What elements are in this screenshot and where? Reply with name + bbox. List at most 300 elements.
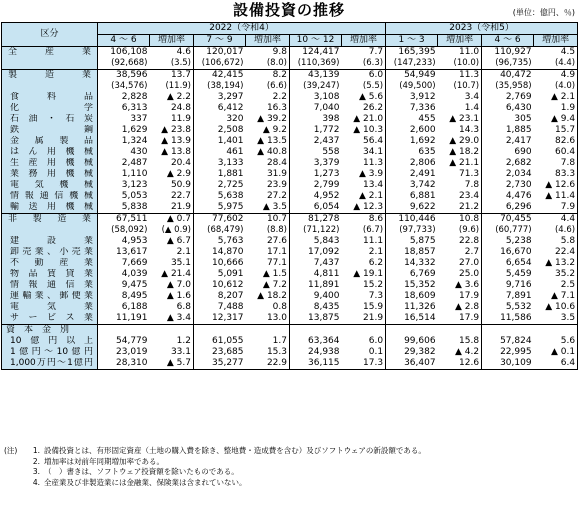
cell-growth-rate: [246, 325, 290, 337]
cell-growth-rate: ▲ 18.2: [449, 147, 480, 157]
note-number: 4.: [32, 477, 40, 487]
cell-value: 305: [482, 114, 534, 125]
cell-value: 40,472: [482, 70, 534, 82]
cell-growth-rate: 16.3: [266, 103, 287, 113]
cell-value: 11,891: [290, 280, 342, 291]
row-label: 建 設 業: [2, 236, 98, 247]
cell-value: [386, 325, 438, 337]
cell-value: 106,108: [98, 47, 150, 59]
cell-growth-rate: 8.6: [342, 214, 386, 226]
note-number: 3.: [32, 467, 40, 476]
cell-growth-rate: ▲ 19.1: [353, 269, 384, 279]
cell-value: 320: [194, 114, 246, 125]
cell-growth-rate: 26.2: [363, 103, 384, 113]
cell-growth-rate: ▲ 13.2: [534, 258, 578, 269]
cell-value: 29,382: [386, 347, 438, 358]
cell-value: 8,495: [98, 291, 150, 302]
row-label: [2, 81, 98, 92]
cell-value: 9,400: [290, 291, 342, 302]
row-label: 食 料 品: [2, 92, 98, 103]
cell-value: 42,415: [194, 70, 246, 82]
cell-value: 15,352: [386, 280, 438, 291]
cell-growth-rate: (10.7): [453, 81, 480, 91]
cell-value: 43,139: [290, 70, 342, 82]
cell-value: 36,115: [290, 358, 342, 370]
table-row: [2, 191, 578, 202]
cell-value: 2,487: [98, 158, 150, 169]
header-period: 4 ～ 6: [98, 35, 150, 47]
cell-value: 57,824: [482, 336, 534, 347]
cell-growth-rate: 15.9: [363, 302, 384, 312]
cell-growth-rate: ▲ 5.7: [166, 358, 191, 368]
cell-value: 1,881: [194, 169, 246, 180]
cell-growth-rate: 60.4: [534, 147, 578, 158]
cell-value: 7,437: [290, 258, 342, 269]
cell-value: 36,407: [386, 358, 438, 370]
cell-growth-rate: ▲ 7.0: [166, 280, 191, 290]
table-row: [2, 92, 578, 103]
cell-value: 7,336: [386, 103, 438, 114]
cell-growth-rate: 1.4: [464, 103, 480, 113]
cell-value: 2,725: [194, 180, 246, 191]
cell-value: 3,742: [386, 180, 438, 191]
cell-growth-rate: ▲ 7.2: [262, 280, 287, 290]
row-label: 10億円以上: [2, 336, 98, 347]
notes: [4, 446, 426, 488]
cell-growth-rate: (▲ 0.9): [161, 225, 191, 235]
cell-value: 455: [386, 114, 438, 125]
cell-growth-rate: 27.2: [266, 191, 287, 201]
cell-growth-rate: 7.8: [464, 180, 480, 190]
cell-growth-rate: 8.2: [246, 70, 290, 82]
cell-value: 5,838: [98, 202, 150, 214]
unit-label: (単位：億円、％): [512, 8, 575, 17]
cell-growth-rate: (5.5): [362, 81, 384, 91]
cell-growth-rate: [342, 325, 386, 337]
cell-growth-rate: 6.0: [368, 336, 384, 346]
cell-growth-rate: ▲ 2.1: [534, 92, 578, 103]
table-row: [2, 125, 578, 136]
cell-growth-rate: 22.9: [266, 358, 287, 368]
cell-value: 13,617: [98, 247, 150, 258]
cell-value: 165,395: [386, 47, 438, 59]
cell-growth-rate: ▲ 10.3: [353, 125, 384, 135]
note-text: 全産業及び非製造業には金融業、保険業は含まれていない。: [44, 477, 247, 487]
cell-growth-rate: 3.5: [534, 313, 578, 325]
cell-value: 61,055: [194, 336, 246, 347]
cell-growth-rate: 0.8: [272, 302, 287, 312]
cell-value: 5,532: [482, 302, 534, 313]
cell-value: 124,417: [290, 47, 342, 59]
cell-growth-rate: 15.3: [266, 347, 287, 357]
table-row: [2, 147, 578, 158]
cell-value: 5,053: [98, 191, 150, 202]
table-row: [2, 291, 578, 302]
table-row: [2, 280, 578, 291]
cell-value: 5,091: [194, 269, 246, 280]
cell-growth-rate: ▲ 11.4: [534, 191, 578, 202]
cell-value: 9,475: [98, 280, 150, 291]
cell-value: (58,092): [98, 225, 150, 236]
table-row: [2, 70, 578, 82]
row-label: 生産用機械: [2, 158, 98, 169]
header-year-2023: 2023（令和5）: [386, 23, 578, 35]
cell-value: (49,500): [386, 81, 438, 92]
cell-growth-rate: ▲ 12.6: [534, 180, 578, 191]
cell-growth-rate: ▲ 3.4: [166, 313, 191, 323]
cell-value: 2,034: [482, 169, 534, 180]
cell-growth-rate: 22.8: [459, 236, 480, 246]
table-row: [2, 103, 578, 114]
cell-growth-rate: 15.7: [534, 125, 578, 136]
row-label: サービス業: [2, 313, 98, 325]
row-label: 不 動 産 業: [2, 258, 98, 269]
note-text: 設備投資とは、有形固定資産（土地の購入費を除き、整地費・造成費を含む）及びソフトウェアの新設額である。: [44, 446, 426, 455]
page-title: 設備投資の推移: [232, 1, 345, 19]
cell-growth-rate: (4.4): [534, 58, 578, 70]
row-label: 鉄 鋼: [2, 125, 98, 136]
cell-value: 14,870: [194, 247, 246, 258]
cell-value: 635: [386, 147, 438, 158]
cell-value: 16,514: [386, 313, 438, 325]
cell-value: 4,952: [290, 191, 342, 202]
cell-value: 5,975: [194, 202, 246, 214]
capex-table: [1, 22, 578, 370]
note-number: 1.: [32, 446, 40, 455]
cell-value: 6,313: [98, 103, 150, 114]
cell-growth-rate: (8.0): [266, 58, 287, 68]
cell-growth-rate: 77.1: [266, 258, 287, 268]
cell-growth-rate: 24.8: [170, 103, 191, 113]
header-growth-rate: 増加率: [534, 35, 578, 47]
cell-value: 70,455: [482, 214, 534, 226]
note-text: （ ）書きは、ソフトウェア投資額を除いたものである。: [44, 467, 239, 476]
table-row: [2, 114, 578, 125]
cell-growth-rate: [534, 325, 578, 337]
cell-value: 7,488: [194, 302, 246, 313]
cell-value: [98, 325, 150, 337]
cell-growth-rate: 82.6: [534, 136, 578, 147]
row-label: 業務用機械: [2, 169, 98, 180]
cell-value: 4,476: [482, 191, 534, 202]
cell-growth-rate: 5.8: [534, 236, 578, 247]
cell-value: 28,310: [98, 358, 150, 370]
cell-growth-rate: ▲ 3.5: [262, 202, 287, 212]
cell-value: 11,326: [386, 302, 438, 313]
cell-growth-rate: 7.7: [342, 47, 386, 59]
cell-growth-rate: 11.3: [363, 158, 384, 168]
cell-value: 5,238: [482, 236, 534, 247]
cell-value: 30,109: [482, 358, 534, 370]
row-label: 電気機械: [2, 180, 98, 191]
cell-value: 2,806: [386, 158, 438, 169]
header-growth-rate: 増加率: [342, 35, 386, 47]
cell-value: (96,735): [482, 58, 534, 70]
cell-growth-rate: 50.9: [170, 180, 191, 190]
cell-value: (106,672): [194, 58, 246, 70]
cell-value: 18,609: [386, 291, 438, 302]
cell-value: 16,670: [482, 247, 534, 258]
cell-value: 81,278: [290, 214, 342, 226]
cell-growth-rate: 2.2: [272, 92, 287, 102]
cell-value: 12,317: [194, 313, 246, 325]
cell-value: 63,364: [290, 336, 342, 347]
cell-growth-rate: 7.8: [534, 158, 578, 169]
cell-value: 8,435: [290, 302, 342, 313]
cell-growth-rate: ▲ 13.5: [257, 136, 287, 146]
cell-value: 11,191: [98, 313, 150, 325]
cell-value: 4,811: [290, 269, 342, 280]
cell-growth-rate: (6.3): [362, 58, 384, 68]
cell-value: 6,412: [194, 103, 246, 114]
cell-value: 23,685: [194, 347, 246, 358]
header-year-2022: 2022（令和4）: [98, 23, 386, 35]
cell-growth-rate: 17.1: [266, 247, 287, 257]
cell-growth-rate: ▲ 2.1: [358, 191, 384, 201]
cell-value: 2,682: [482, 158, 534, 169]
header-period: 10 ～ 12: [290, 35, 342, 47]
cell-growth-rate: 2.1: [176, 247, 191, 257]
cell-growth-rate: [150, 325, 194, 337]
cell-growth-rate: 17.9: [459, 291, 480, 301]
cell-growth-rate: (10.0): [453, 58, 480, 68]
cell-growth-rate: ▲ 23.8: [161, 125, 191, 135]
cell-growth-rate: 20.4: [170, 158, 191, 168]
cell-value: 10,666: [194, 258, 246, 269]
row-label: 情報通信機械: [2, 191, 98, 202]
cell-value: 5,638: [194, 191, 246, 202]
cell-value: 9,716: [482, 280, 534, 291]
row-label: [2, 225, 98, 236]
cell-growth-rate: 33.1: [170, 347, 191, 357]
cell-growth-rate: [438, 325, 482, 337]
cell-growth-rate: 23.9: [266, 180, 287, 190]
cell-growth-rate: ▲ 18.2: [257, 291, 287, 301]
cell-value: 398: [290, 114, 342, 125]
cell-value: 11,586: [482, 313, 534, 325]
cell-growth-rate: ▲ 9.4: [534, 114, 578, 125]
cell-value: (147,233): [386, 58, 438, 70]
cell-value: 2,828: [98, 92, 150, 103]
cell-value: 558: [290, 147, 342, 158]
cell-value: (35,958): [482, 81, 534, 92]
header-growth-rate: 増加率: [246, 35, 290, 47]
table-row: [2, 313, 578, 325]
cell-value: 1,692: [386, 136, 438, 147]
row-label: 運輸業、郵便業: [2, 291, 98, 302]
cell-value: 6,296: [482, 202, 534, 214]
header-category: 区分: [2, 23, 98, 47]
cell-value: 1,324: [98, 136, 150, 147]
cell-growth-rate: 14.3: [459, 125, 480, 135]
table-row: [2, 336, 578, 347]
cell-growth-rate: 13.7: [150, 70, 194, 82]
cell-growth-rate: 13.0: [266, 313, 287, 323]
cell-value: 14,332: [386, 258, 438, 269]
cell-value: 1,273: [290, 169, 342, 180]
cell-value: 120,017: [194, 47, 246, 59]
cell-growth-rate: ▲ 29.0: [449, 136, 480, 146]
cell-value: (68,479): [194, 225, 246, 236]
cell-growth-rate: 7.9: [534, 202, 578, 214]
cell-value: 6,430: [482, 103, 534, 114]
cell-growth-rate: ▲ 1.6: [166, 291, 191, 301]
row-label: 電 気 業: [2, 302, 98, 313]
cell-value: 2,437: [290, 136, 342, 147]
cell-growth-rate: 6.0: [342, 70, 386, 82]
cell-value: (34,576): [98, 81, 150, 92]
cell-growth-rate: ▲ 0.7: [150, 214, 194, 226]
row-label: 石油・石炭: [2, 114, 98, 125]
cell-value: 2,769: [482, 92, 534, 103]
cell-growth-rate: 15.2: [363, 280, 384, 290]
cell-value: 54,949: [386, 70, 438, 82]
cell-value: (92,668): [98, 58, 150, 70]
cell-growth-rate: 4.6: [150, 47, 194, 59]
cell-growth-rate: 17.3: [363, 358, 384, 368]
row-label: 1億円～10億円: [2, 347, 98, 358]
cell-growth-rate: (6.7): [362, 225, 384, 235]
header-growth-rate: 増加率: [150, 35, 194, 47]
cell-growth-rate: 2.1: [368, 247, 384, 257]
cell-value: 1,629: [98, 125, 150, 136]
cell-growth-rate: 15.8: [459, 336, 480, 346]
cell-growth-rate: ▲ 7.1: [534, 291, 578, 302]
cell-growth-rate: 9.8: [246, 47, 290, 59]
table-row: [2, 247, 578, 258]
table-row: [2, 302, 578, 313]
table-row: [2, 47, 578, 59]
cell-value: 3,912: [386, 92, 438, 103]
cell-growth-rate: (3.5): [170, 58, 191, 68]
cell-value: 7,669: [98, 258, 150, 269]
cell-growth-rate: (4.6): [534, 225, 578, 236]
row-label: 情報通信業: [2, 280, 98, 291]
cell-growth-rate: 3.4: [464, 92, 480, 102]
cell-value: 1,885: [482, 125, 534, 136]
cell-value: 2,730: [482, 180, 534, 191]
notes-head: (注): [4, 446, 18, 455]
row-label: 輸送用機械: [2, 202, 98, 214]
cell-value: 99,606: [386, 336, 438, 347]
cell-growth-rate: ▲ 10.6: [534, 302, 578, 313]
cell-value: 18,857: [386, 247, 438, 258]
header-growth-rate: 増加率: [438, 35, 482, 47]
cell-growth-rate: ▲ 21.1: [449, 158, 480, 168]
cell-value: 5,459: [482, 269, 534, 280]
cell-value: 461: [194, 147, 246, 158]
cell-value: 7,891: [482, 291, 534, 302]
cell-growth-rate: (11.9): [165, 81, 191, 91]
cell-growth-rate: 22.7: [170, 191, 191, 201]
cell-value: 17,092: [290, 247, 342, 258]
cell-growth-rate: 6.2: [368, 258, 384, 268]
table-row: [2, 225, 578, 236]
row-label: 全 産 業: [2, 47, 98, 59]
cell-growth-rate: 7.3: [368, 291, 384, 301]
header-period: 1 ～ 3: [386, 35, 438, 47]
cell-growth-rate: (8.8): [266, 225, 287, 235]
cell-value: [290, 325, 342, 337]
note-text: 増加率は対前年同期増加率である。: [44, 456, 164, 466]
cell-growth-rate: 27.6: [266, 236, 287, 246]
cell-growth-rate: 31.9: [266, 169, 287, 179]
cell-value: 54,779: [98, 336, 150, 347]
cell-growth-rate: 4.5: [534, 47, 578, 59]
cell-value: 2,417: [482, 136, 534, 147]
table-row: [2, 58, 578, 70]
cell-value: 6,188: [98, 302, 150, 313]
row-label: 資本金別: [2, 325, 98, 337]
cell-growth-rate: 10.7: [246, 214, 290, 226]
cell-value: 77,602: [194, 214, 246, 226]
cell-growth-rate: ▲ 2.8: [454, 302, 480, 312]
note-number: 2.: [32, 456, 40, 466]
cell-value: 2,799: [290, 180, 342, 191]
cell-growth-rate: ▲ 21.0: [353, 114, 384, 124]
cell-value: 1,772: [290, 125, 342, 136]
cell-value: 430: [98, 147, 150, 158]
cell-growth-rate: 71.3: [459, 169, 480, 179]
cell-growth-rate: ▲ 12.3: [353, 202, 384, 212]
header-period: 4 ～ 6: [482, 35, 534, 47]
row-label: 非 製 造 業: [2, 214, 98, 226]
cell-value: 38,596: [98, 70, 150, 82]
cell-value: 2,508: [194, 125, 246, 136]
cell-growth-rate: 21.9: [363, 313, 384, 323]
cell-growth-rate: 1.2: [176, 336, 191, 346]
row-label: はん用機械: [2, 147, 98, 158]
cell-growth-rate: 10.8: [438, 214, 482, 226]
cell-value: (97,733): [386, 225, 438, 236]
cell-value: 3,379: [290, 158, 342, 169]
cell-growth-rate: ▲ 2.2: [166, 92, 191, 102]
row-label: [2, 58, 98, 70]
cell-value: (39,247): [290, 81, 342, 92]
cell-growth-rate: 83.3: [534, 169, 578, 180]
cell-growth-rate: 27.0: [459, 258, 480, 268]
cell-value: 4,039: [98, 269, 150, 280]
table-row: [2, 258, 578, 269]
cell-value: 2,600: [386, 125, 438, 136]
cell-growth-rate: ▲ 39.2: [257, 114, 287, 124]
cell-growth-rate: (9.6): [458, 225, 480, 235]
cell-growth-rate: 35.2: [534, 269, 578, 280]
cell-value: (110,369): [290, 58, 342, 70]
table-row: [2, 158, 578, 169]
cell-value: 7,040: [290, 103, 342, 114]
cell-value: 110,927: [482, 47, 534, 59]
cell-growth-rate: 56.4: [363, 136, 384, 146]
cell-growth-rate: ▲ 13.8: [161, 147, 191, 157]
cell-growth-rate: 17.9: [459, 313, 480, 323]
cell-growth-rate: 25.0: [459, 269, 480, 279]
cell-value: 1,401: [194, 136, 246, 147]
cell-value: 4,953: [98, 236, 150, 247]
cell-value: 5,843: [290, 236, 342, 247]
table-row: [2, 136, 578, 147]
row-label: 製 造 業: [2, 70, 98, 82]
cell-growth-rate: 6.8: [176, 302, 191, 312]
cell-value: 3,297: [194, 92, 246, 103]
cell-growth-rate: 1.7: [272, 336, 287, 346]
table-row: [2, 269, 578, 280]
cell-value: [482, 325, 534, 337]
cell-growth-rate: 11.0: [438, 47, 482, 59]
cell-growth-rate: 2.7: [464, 247, 480, 257]
cell-value: 9,622: [386, 202, 438, 214]
cell-value: 13,875: [290, 313, 342, 325]
